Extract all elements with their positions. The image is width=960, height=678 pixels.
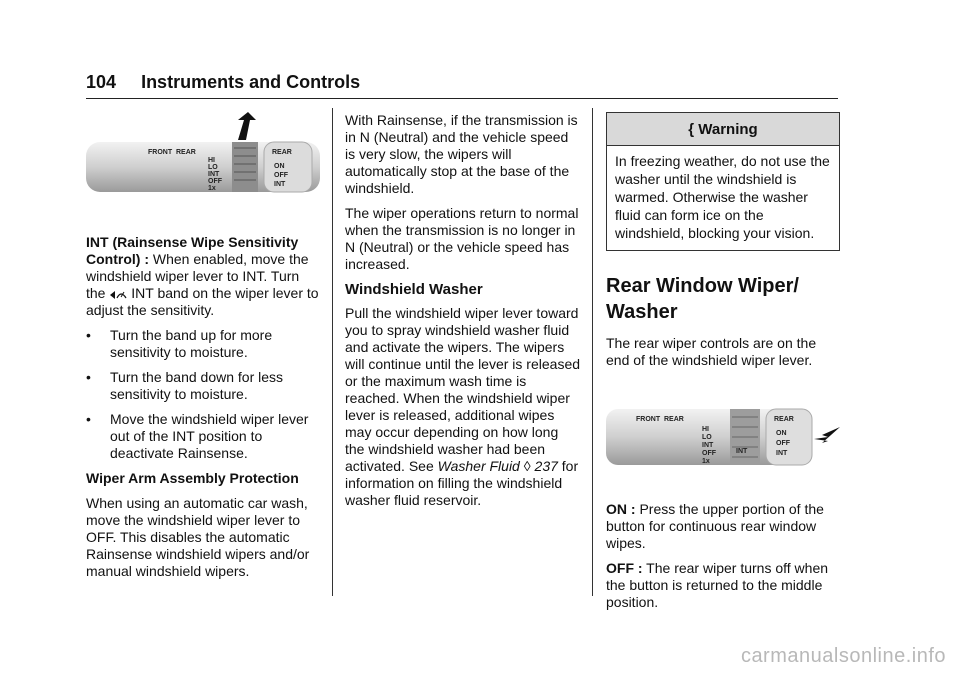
label-button-rear: REAR	[272, 149, 292, 156]
warning-title: Warning	[698, 121, 758, 138]
off-paragraph: OFF : The rear wiper turns off when the button is returned to the middle position.	[606, 560, 829, 610]
label-button-int: INT	[776, 450, 788, 457]
label-button-int: INT	[274, 181, 286, 188]
column-divider	[332, 108, 333, 596]
normal-operation-paragraph: The wiper operations return to normal when the transmission is no longer in N (Neutral) or the vehicle speed has increased.	[345, 205, 579, 272]
warning-body: In freezing weather, do not use the washer until the windshield is warmed. Otherwise the washer fluid can form ice on the windshield, blocking your vision.	[615, 153, 830, 241]
section-title: Instruments and Controls	[141, 72, 361, 92]
list-item: • Turn the band down for less sensitivity to moisture.	[86, 369, 284, 402]
rear-intro: The rear wiper controls are on the end of the windshield wiper lever.	[606, 335, 817, 368]
label-1x: 1x	[208, 185, 216, 192]
warning-box	[606, 112, 840, 251]
wiper-arm-heading: Wiper Arm Assembly Protection	[86, 470, 299, 486]
washer-heading: Windshield Washer	[345, 281, 483, 298]
label-lo: LO	[208, 164, 218, 171]
label-rear: REAR	[176, 149, 196, 156]
column-left	[86, 112, 320, 588]
label-front: FRONT	[148, 149, 173, 156]
rainsense-band	[232, 142, 258, 192]
washer-fluid-link[interactable]: Washer Fluid	[437, 458, 520, 474]
label-button-on: ON	[776, 430, 787, 437]
column-middle	[345, 112, 581, 517]
warning-icon: {	[688, 121, 695, 138]
label-hi: HI	[702, 426, 709, 433]
int-term: INT (Rainsense Wipe Sensitivity Control) :	[86, 234, 299, 267]
label-int: INT	[702, 442, 714, 449]
wiper-lever-figure	[86, 112, 320, 220]
arrow-left-icon	[814, 427, 840, 443]
list-item: • Turn the band up for more sensitivity to moisture.	[86, 327, 273, 360]
rainsense-paragraph: With Rainsense, if the transmission is in N (Neutral) and the vehicle speed is very slow, the wipers will automatically stop at the base of the windshield.	[345, 112, 578, 196]
label-button-rear: REAR	[774, 416, 794, 423]
label-off: OFF	[208, 178, 222, 185]
label-lo: LO	[702, 434, 712, 441]
label-1x: 1x	[702, 458, 710, 465]
int-paragraph: INT (Rainsense Wipe Sensitivity Control) : When enabled, move the windshield wiper lever to INT. Turn the INT band on the wiper lever to adjust the sensitivity.	[86, 234, 319, 318]
warning-header	[607, 113, 839, 146]
rear-wiper-lever-figure	[606, 391, 840, 487]
washer-paragraph: Pull the windshield wiper lever toward you to spray windshield washer fluid and activate the wipers. The wipers will continue until the lever is released or the maximum wash time is reached. When the windshield wiper lever is released, additional wipes may occur depending on how long the windshield washer had been activated. See Washer Fluid ◊ 237 for information on filling the windshield washer fluid reservoir.	[345, 305, 581, 508]
page-ref-icon: ◊	[523, 458, 531, 474]
label-hi: HI	[208, 157, 215, 164]
wiper-arm-text: When using an automatic car wash, move the windshield wiper lever to OFF. This disables the automatic Rainsense windshield wipers and/or manual windshield wipers.	[86, 495, 310, 579]
label-band-int: INT	[736, 448, 748, 455]
label-button-off: OFF	[776, 440, 790, 447]
wiper-int-icon	[109, 289, 127, 301]
on-paragraph: ON : Press the upper portion of the button for continuous rear window wipes.	[606, 501, 824, 551]
label-button-on: ON	[274, 163, 285, 170]
label-button-off: OFF	[274, 172, 288, 179]
arrow-up-icon	[238, 112, 256, 140]
label-off: OFF	[702, 450, 716, 457]
list-item: • Move the windshield wiper lever out of the INT position to deactivate Rainsense.	[86, 411, 309, 461]
watermark: carmanualsonline.info	[740, 645, 946, 667]
label-int: INT	[208, 171, 220, 178]
page-header	[86, 72, 838, 99]
column-divider	[592, 108, 593, 596]
page-number: 104	[86, 72, 117, 92]
label-rear: REAR	[664, 416, 684, 423]
column-right	[606, 112, 840, 619]
rear-wiper-heading: Rear Window Wiper/ Washer	[606, 275, 799, 323]
label-front: FRONT	[636, 416, 661, 423]
